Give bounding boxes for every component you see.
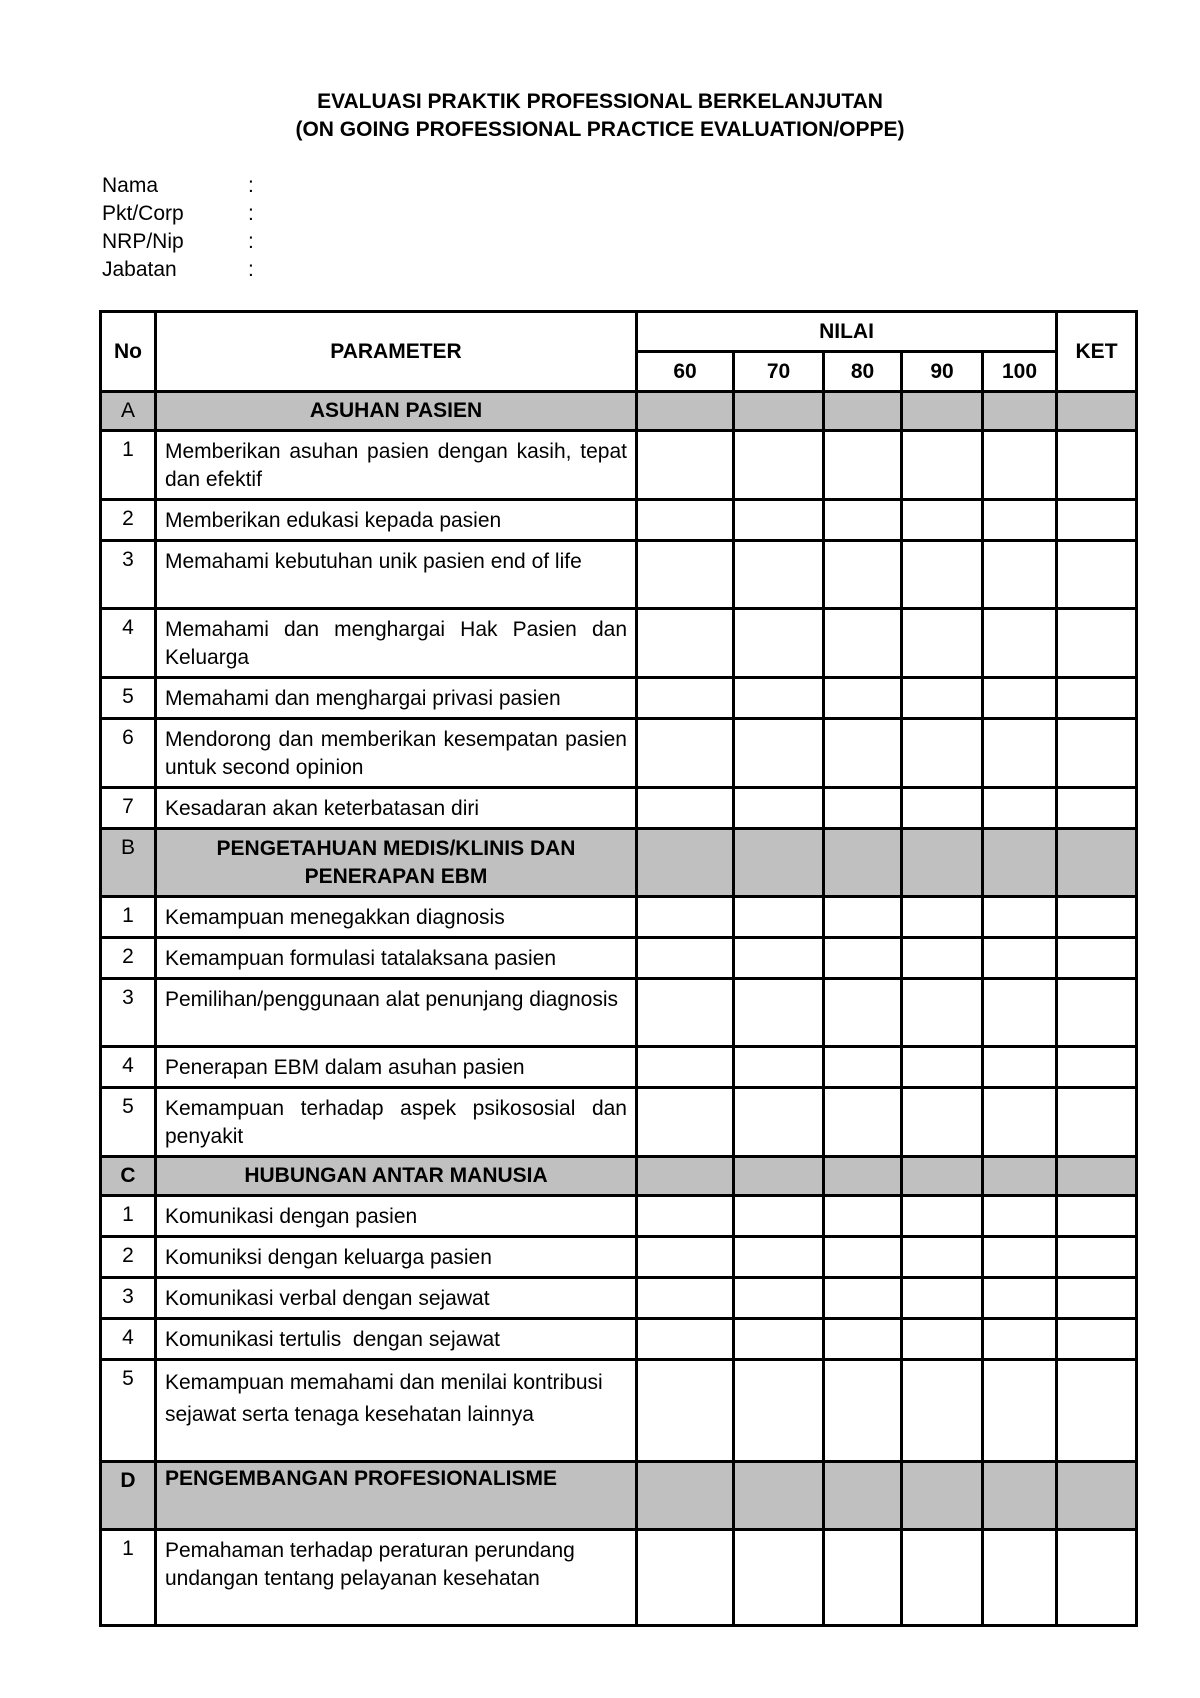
ket-cell[interactable] (1057, 1047, 1137, 1088)
ket-cell[interactable] (1057, 719, 1137, 788)
score-cell[interactable] (824, 897, 902, 938)
score-cell[interactable] (734, 1047, 824, 1088)
parameter-text: Kemampuan memahami dan menilai kontribusi sejawat serta tenaga kesehatan lainnya (156, 1360, 637, 1462)
table-row (101, 609, 1137, 678)
section-row-c (101, 1157, 1137, 1196)
section-row-a (101, 392, 1137, 431)
score-cell[interactable] (983, 392, 1057, 431)
score-cell[interactable] (637, 1237, 734, 1278)
ket-cell[interactable] (1057, 1278, 1137, 1319)
field-label-pkt-corp: Pkt/Corp (102, 202, 184, 225)
header-score-100: 100 (983, 352, 1057, 392)
score-cell[interactable] (637, 431, 734, 500)
field-label-jabatan: Jabatan (102, 258, 177, 281)
ket-cell[interactable] (1057, 609, 1137, 678)
ket-cell[interactable] (1057, 1157, 1137, 1196)
ket-cell[interactable] (1057, 1319, 1137, 1360)
score-cell[interactable] (637, 719, 734, 788)
identity-row-jabatan (102, 256, 268, 284)
parameter-text: Komunikasi tertulis dengan sejawat (156, 1319, 637, 1360)
parameter-text: Memberikan edukasi kepada pasien (156, 500, 637, 541)
score-cell[interactable] (902, 1237, 983, 1278)
section-code: D (101, 1462, 156, 1530)
score-cell[interactable] (983, 1196, 1057, 1237)
header-nilai: NILAI (637, 312, 1057, 352)
table-row (101, 1319, 1137, 1360)
header-parameter: PARAMETER (156, 312, 637, 392)
row-number: 3 (101, 1278, 156, 1319)
ket-cell[interactable] (1057, 788, 1137, 829)
score-cell[interactable] (824, 541, 902, 609)
document-subtitle: (ON GOING PROFESSIONAL PRACTICE EVALUATION/OPPE) (295, 118, 905, 141)
score-cell[interactable] (637, 1319, 734, 1360)
score-cell[interactable] (983, 609, 1057, 678)
score-cell[interactable] (902, 431, 983, 500)
identity-row-nama (102, 172, 268, 200)
ket-cell[interactable] (1057, 979, 1137, 1047)
row-number: 3 (101, 979, 156, 1047)
header-score-60: 60 (637, 352, 734, 392)
score-cell[interactable] (902, 1278, 983, 1319)
score-cell[interactable] (824, 1319, 902, 1360)
table-row (101, 500, 1137, 541)
header-ket: KET (1057, 312, 1137, 392)
score-cell[interactable] (637, 1157, 734, 1196)
score-cell[interactable] (983, 541, 1057, 609)
score-cell[interactable] (902, 609, 983, 678)
table-row (101, 1237, 1137, 1278)
score-cell[interactable] (734, 1237, 824, 1278)
score-cell[interactable] (734, 788, 824, 829)
table-row (101, 1047, 1137, 1088)
score-cell[interactable] (734, 431, 824, 500)
score-cell[interactable] (983, 1157, 1057, 1196)
score-cell[interactable] (902, 1047, 983, 1088)
score-cell[interactable] (902, 1530, 983, 1626)
score-cell[interactable] (902, 979, 983, 1047)
score-cell[interactable] (734, 979, 824, 1047)
table-row (101, 897, 1137, 938)
section-title: ASUHAN PASIEN (156, 392, 637, 431)
parameter-text: Kemampuan terhadap aspek psikososial dan penyakit (156, 1088, 637, 1157)
score-cell[interactable] (734, 1530, 824, 1626)
section-code: A (101, 392, 156, 431)
row-number: 6 (101, 719, 156, 788)
field-label-nama: Nama (102, 174, 159, 197)
row-number: 2 (101, 1237, 156, 1278)
ket-cell[interactable] (1057, 1360, 1137, 1462)
parameter-text: Komunikasi dengan pasien (156, 1196, 637, 1237)
parameter-text: Memberikan asuhan pasien dengan kasih, tepat dan efektif (156, 431, 637, 500)
parameter-text: Komunikasi verbal dengan sejawat (156, 1278, 637, 1319)
score-cell[interactable] (734, 897, 824, 938)
score-cell[interactable] (983, 678, 1057, 719)
parameter-text: Memahami dan menghargai privasi pasien (156, 678, 637, 719)
table-row (101, 1088, 1137, 1157)
table-row (101, 1278, 1137, 1319)
field-colon: : (248, 202, 254, 225)
ket-cell[interactable] (1057, 1462, 1137, 1530)
table-row (101, 431, 1137, 500)
row-number: 1 (101, 1196, 156, 1237)
score-cell[interactable] (824, 719, 902, 788)
score-cell[interactable] (902, 678, 983, 719)
row-number: 5 (101, 678, 156, 719)
score-cell[interactable] (734, 1196, 824, 1237)
field-colon: : (248, 174, 254, 197)
section-title: PENGETAHUAN MEDIS/KLINIS DAN PENERAPAN EBM (156, 829, 637, 897)
score-cell[interactable] (637, 609, 734, 678)
ket-cell[interactable] (1057, 678, 1137, 719)
score-cell[interactable] (902, 1196, 983, 1237)
score-cell[interactable] (637, 1530, 734, 1626)
row-number: 2 (101, 938, 156, 979)
score-cell[interactable] (734, 1278, 824, 1319)
row-number: 5 (101, 1360, 156, 1462)
score-cell[interactable] (902, 541, 983, 609)
score-cell[interactable] (983, 1278, 1057, 1319)
score-cell[interactable] (637, 938, 734, 979)
score-cell[interactable] (637, 500, 734, 541)
score-cell[interactable] (983, 1047, 1057, 1088)
row-number: 4 (101, 1319, 156, 1360)
score-cell[interactable] (734, 1360, 824, 1462)
section-title: PENGEMBANGAN PROFESIONALISME (156, 1462, 637, 1530)
parameter-text: Memahami kebutuhan unik pasien end of life (156, 541, 637, 609)
score-cell[interactable] (734, 938, 824, 979)
score-cell[interactable] (902, 829, 983, 897)
score-cell[interactable] (824, 1157, 902, 1196)
score-cell[interactable] (637, 788, 734, 829)
score-cell[interactable] (824, 1462, 902, 1530)
score-cell[interactable] (824, 1196, 902, 1237)
ket-cell[interactable] (1057, 1237, 1137, 1278)
score-cell[interactable] (637, 678, 734, 719)
score-cell[interactable] (824, 1530, 902, 1626)
score-cell[interactable] (734, 829, 824, 897)
field-colon: : (248, 258, 254, 281)
row-number: 1 (101, 897, 156, 938)
header-score-80: 80 (824, 352, 902, 392)
table-row (101, 1360, 1137, 1462)
ket-cell[interactable] (1057, 431, 1137, 500)
score-cell[interactable] (637, 1088, 734, 1157)
ket-cell[interactable] (1057, 500, 1137, 541)
table-row (101, 1196, 1137, 1237)
section-title: HUBUNGAN ANTAR MANUSIA (156, 1157, 637, 1196)
score-cell[interactable] (902, 392, 983, 431)
score-cell[interactable] (824, 1088, 902, 1157)
header-score-70: 70 (734, 352, 824, 392)
parameter-text: Kesadaran akan keterbatasan diri (156, 788, 637, 829)
score-cell[interactable] (824, 609, 902, 678)
score-cell[interactable] (902, 719, 983, 788)
row-number: 2 (101, 500, 156, 541)
parameter-text: Penerapan EBM dalam asuhan pasien (156, 1047, 637, 1088)
parameter-text: Mendorong dan memberikan kesempatan pasien untuk second opinion (156, 719, 637, 788)
score-cell[interactable] (637, 829, 734, 897)
section-row-d (101, 1462, 1137, 1530)
score-cell[interactable] (637, 1360, 734, 1462)
score-cell[interactable] (734, 719, 824, 788)
field-colon: : (248, 230, 254, 253)
ket-cell[interactable] (1057, 392, 1137, 431)
score-cell[interactable] (824, 938, 902, 979)
score-cell[interactable] (734, 1157, 824, 1196)
score-cell[interactable] (902, 1462, 983, 1530)
score-cell[interactable] (824, 788, 902, 829)
score-cell[interactable] (983, 897, 1057, 938)
score-cell[interactable] (983, 431, 1057, 500)
score-cell[interactable] (734, 1088, 824, 1157)
row-number: 5 (101, 1088, 156, 1157)
table-row (101, 938, 1137, 979)
score-cell[interactable] (902, 897, 983, 938)
score-cell[interactable] (637, 1278, 734, 1319)
row-number: 3 (101, 541, 156, 609)
score-cell[interactable] (637, 392, 734, 431)
score-cell[interactable] (637, 1047, 734, 1088)
score-cell[interactable] (983, 829, 1057, 897)
field-label-nrp-nip: NRP/Nip (102, 230, 184, 253)
ket-cell[interactable] (1057, 541, 1137, 609)
parameter-text: Pemilihan/penggunaan alat penunjang diagnosis (156, 979, 637, 1047)
table-row (101, 541, 1137, 609)
score-cell[interactable] (637, 897, 734, 938)
section-code: B (101, 829, 156, 897)
score-cell[interactable] (824, 1237, 902, 1278)
score-cell[interactable] (637, 1196, 734, 1237)
score-cell[interactable] (983, 938, 1057, 979)
evaluation-table (99, 310, 1138, 1627)
score-cell[interactable] (983, 788, 1057, 829)
ket-cell[interactable] (1057, 829, 1137, 897)
parameter-text: Pemahaman terhadap peraturan perundang undangan tentang pelayanan kesehatan (156, 1530, 637, 1626)
score-cell[interactable] (902, 1319, 983, 1360)
ket-cell[interactable] (1057, 1530, 1137, 1626)
score-cell[interactable] (637, 1462, 734, 1530)
score-cell[interactable] (983, 1237, 1057, 1278)
score-cell[interactable] (734, 500, 824, 541)
score-cell[interactable] (734, 678, 824, 719)
score-cell[interactable] (824, 1360, 902, 1462)
parameter-text: Komuniksi dengan keluarga pasien (156, 1237, 637, 1278)
ket-cell[interactable] (1057, 897, 1137, 938)
table-row (101, 678, 1137, 719)
section-row-b (101, 829, 1137, 897)
row-number: 1 (101, 431, 156, 500)
score-cell[interactable] (902, 1157, 983, 1196)
score-cell[interactable] (902, 788, 983, 829)
row-number: 4 (101, 1047, 156, 1088)
score-cell[interactable] (983, 500, 1057, 541)
score-cell[interactable] (734, 609, 824, 678)
score-cell[interactable] (983, 1530, 1057, 1626)
score-cell[interactable] (983, 719, 1057, 788)
document-title: EVALUASI PRAKTIK PROFESSIONAL BERKELANJUTAN (317, 90, 883, 113)
score-cell[interactable] (983, 1088, 1057, 1157)
score-cell[interactable] (824, 979, 902, 1047)
score-cell[interactable] (824, 1278, 902, 1319)
score-cell[interactable] (824, 500, 902, 541)
identity-fields (102, 172, 268, 284)
parameter-text: Memahami dan menghargai Hak Pasien dan Keluarga (156, 609, 637, 678)
score-cell[interactable] (637, 541, 734, 609)
table-row (101, 788, 1137, 829)
score-cell[interactable] (824, 1047, 902, 1088)
score-cell[interactable] (824, 392, 902, 431)
score-cell[interactable] (734, 1319, 824, 1360)
header-score-90: 90 (902, 352, 983, 392)
score-cell[interactable] (902, 500, 983, 541)
score-cell[interactable] (734, 1462, 824, 1530)
score-cell[interactable] (983, 979, 1057, 1047)
score-cell[interactable] (734, 541, 824, 609)
ket-cell[interactable] (1057, 938, 1137, 979)
header-no: No (101, 312, 156, 392)
table-row (101, 719, 1137, 788)
score-cell[interactable] (824, 431, 902, 500)
section-code: C (101, 1157, 156, 1196)
score-cell[interactable] (824, 678, 902, 719)
parameter-text: Kemampuan formulasi tatalaksana pasien (156, 938, 637, 979)
table-row (101, 1530, 1137, 1626)
identity-row-pkt-corp (102, 200, 268, 228)
ket-cell[interactable] (1057, 1088, 1137, 1157)
row-number: 7 (101, 788, 156, 829)
score-cell[interactable] (824, 829, 902, 897)
score-cell[interactable] (902, 1088, 983, 1157)
score-cell[interactable] (983, 1360, 1057, 1462)
table-row (101, 979, 1137, 1047)
identity-row-nrp-nip (102, 228, 268, 256)
score-cell[interactable] (637, 979, 734, 1047)
score-cell[interactable] (734, 392, 824, 431)
score-cell[interactable] (902, 938, 983, 979)
parameter-text: Kemampuan menegakkan diagnosis (156, 897, 637, 938)
row-number: 1 (101, 1530, 156, 1626)
score-cell[interactable] (983, 1319, 1057, 1360)
ket-cell[interactable] (1057, 1196, 1137, 1237)
score-cell[interactable] (902, 1360, 983, 1462)
row-number: 4 (101, 609, 156, 678)
score-cell[interactable] (983, 1462, 1057, 1530)
